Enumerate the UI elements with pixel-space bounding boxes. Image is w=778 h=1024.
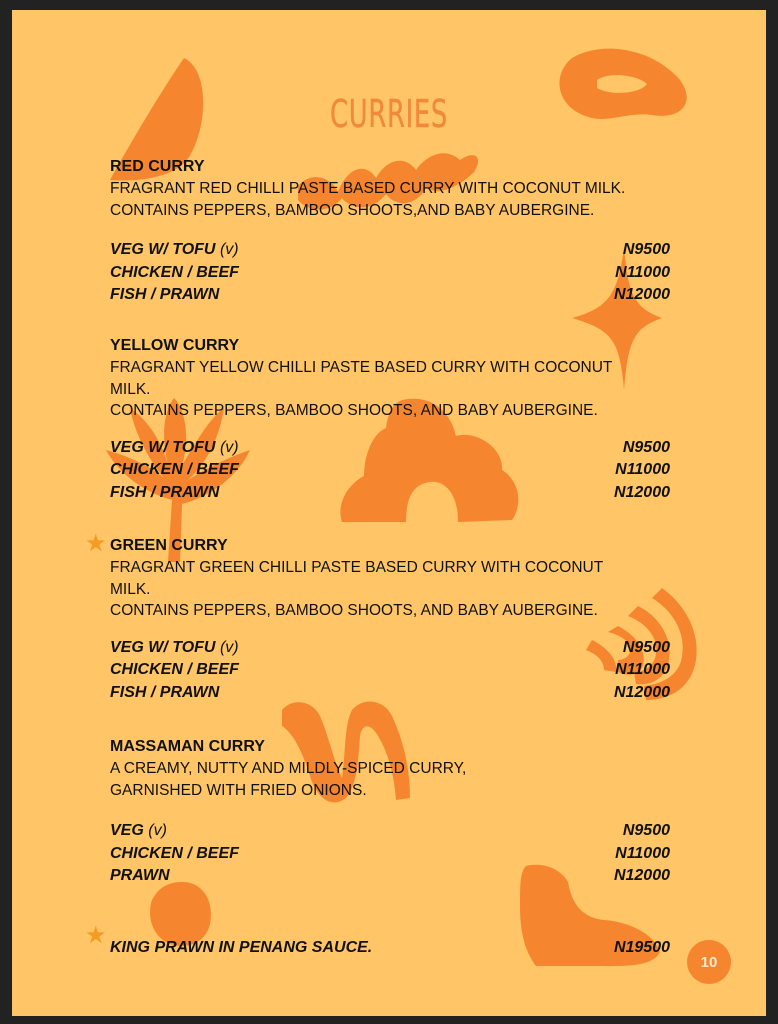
item-name: PRAWN [110,867,170,884]
section-red-curry [110,156,670,307]
item-name: FISH / PRAWN [110,286,220,303]
section-desc-line: CONTAINS PEPPERS, BAMBOO SHOOTS, AND BABY AUBERGINE. [110,602,598,619]
price-list [110,637,670,705]
item-price: N19500 [613,939,670,956]
vegetarian-mark: (v) [148,822,167,839]
item-price: N9500 [622,822,670,839]
section-name: MASSAMAN CURRY [110,738,265,755]
item-name: VEG W/ TOFU (v) [110,638,239,656]
section-desc-line: CONTAINS PEPPERS, BAMBOO SHOOTS, AND BABY AUBERGINE. [110,402,598,419]
price-list [110,437,670,505]
page-title: CURRIES [330,92,448,136]
item-name: VEG W/ TOFU (v) [110,438,239,456]
item-price: N9500 [622,241,670,258]
price-row [110,843,670,866]
item-price: N11000 [615,461,670,478]
price-list [110,239,670,307]
item-price: N9500 [622,638,670,656]
price-row [110,482,670,505]
price-row [110,262,670,285]
section-massaman-curry [110,736,670,888]
star-icon: ★ [85,922,107,949]
item-name: FISH / PRAWN [110,683,220,701]
item-price: N11000 [615,661,670,678]
price-row [110,284,670,307]
price-list [110,820,670,888]
vegetarian-mark: (v) [219,438,239,456]
section-green-curry [110,535,670,704]
section-desc-line: FRAGRANT RED CHILLI PASTE BASED CURRY WITH COCONUT MILK. [110,180,626,197]
price-row [110,637,670,660]
star-icon: ★ [85,530,107,557]
item-name: CHICKEN / BEEF [110,263,239,281]
vegetarian-mark: (v) [219,638,239,656]
section-desc-line: FRAGRANT GREEN CHILLI PASTE BASED CURRY WITH COCONUT [110,559,604,576]
price-row [110,459,670,482]
item-name: KING PRAWN IN PENANG SAUCE. [110,939,373,956]
price-row [110,437,670,460]
item-name: CHICKEN / BEEF [110,844,239,862]
item-price: N12000 [613,683,670,701]
price-row [110,820,670,843]
item-price: N12000 [613,483,670,501]
page-number: 10 [687,940,731,984]
special-item [110,937,670,959]
item-price: N9500 [622,438,670,456]
section-name: RED CURRY [110,158,205,175]
item-name: CHICKEN / BEEF [110,461,239,478]
section-yellow-curry [110,335,670,504]
item-name: VEG (v) [110,822,167,839]
item-name: FISH / PRAWN [110,483,220,501]
item-name: VEG W/ TOFU (v) [110,241,239,258]
menu-page [12,10,766,1016]
item-price: N11000 [615,844,670,862]
section-name: YELLOW CURRY [110,337,240,354]
section-desc-line: MILK. [110,580,151,598]
price-row [110,865,670,888]
section-desc-line: FRAGRANT YELLOW CHILLI PASTE BASED CURRY WITH COCONUT [110,359,613,376]
price-row [110,659,670,682]
section-desc-line: MILK. [110,380,151,398]
item-price: N12000 [613,867,670,884]
price-row [110,239,670,262]
item-price: N11000 [615,263,670,281]
section-name: GREEN CURRY [110,537,228,554]
section-desc-line: CONTAINS PEPPERS, BAMBOO SHOOTS,AND BABY AUBERGINE. [110,201,595,219]
item-name: CHICKEN / BEEF [110,661,239,678]
price-row [110,682,670,705]
vegetarian-mark: (v) [219,241,239,258]
section-desc-line: A CREAMY, NUTTY AND MILDLY-SPICED CURRY, [110,760,467,777]
section-desc-line: GARNISHED WITH FRIED ONIONS. [110,781,367,799]
item-price: N12000 [613,286,670,303]
